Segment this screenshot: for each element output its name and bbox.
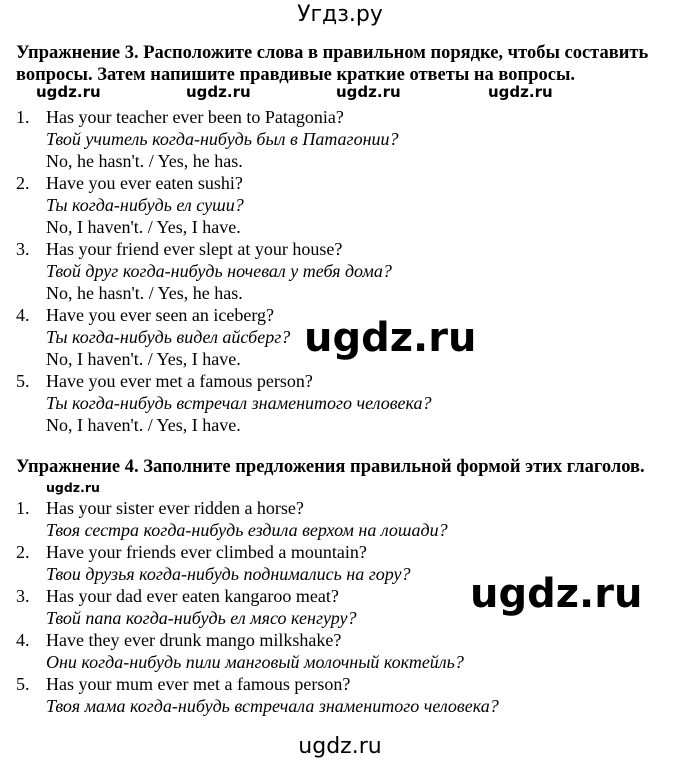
item-number: 5. [16,674,30,694]
watermark-tiny: ugdz.ru [46,480,100,495]
item-question: Have you ever met a famous person? [46,371,313,391]
item-number: 3. [16,239,30,259]
item-number: 1. [16,107,30,127]
item-answer: No, I haven't. / Yes, I have. [46,349,241,369]
watermark-small-4: ugdz.ru [488,83,553,101]
item-translation: Ты когда-нибудь видел айсберг? [46,327,291,347]
item-question: Have your friends ever climbed a mountain? [46,542,367,562]
item-question: Have you ever seen an iceberg? [46,305,275,325]
item-number: 2. [16,542,30,562]
exercise-3-heading-line-2: вопросы. Затем напишите правдивые краткие ответы на вопросы. [16,65,576,85]
list-item [16,106,676,172]
item-number: 1. [16,498,30,518]
list-item [16,673,676,717]
exercise-3-list [16,106,676,436]
item-number: 3. [16,586,30,606]
item-number: 4. [16,305,30,325]
item-number: 4. [16,630,30,650]
watermark-small-1: ugdz.ru [36,83,101,101]
watermark-footer: ugdz.ru [298,734,382,759]
list-item [16,172,676,238]
item-question: Has your friend ever slept at your house? [46,239,343,259]
watermark-large-2: ugdz.ru [470,571,643,617]
list-item [16,238,676,304]
watermark-large-1: ugdz.ru [304,315,477,361]
item-question: Has your dad ever eaten kangaroo meat? [46,586,339,606]
item-translation: Ты когда-нибудь ел суши? [46,195,244,215]
item-translation: Твои друзья когда-нибудь поднимались на гору? [46,564,411,584]
exercise-4-heading: Упражнение 4. Заполните предложения правильной формой этих глаголов. [16,457,645,477]
item-answer: No, I haven't. / Yes, I have. [46,415,241,435]
item-translation: Твой папа когда-нибудь ел мясо кенгуру? [46,608,357,628]
item-question: Have you ever eaten sushi? [46,173,243,193]
item-translation: Твоя мама когда-нибудь встречала знаменитого человека? [46,696,499,716]
item-number: 5. [16,371,30,391]
item-number: 2. [16,173,30,193]
item-question: Has your sister ever ridden a horse? [46,498,304,518]
site-title: Угдз.ру [297,2,383,27]
list-item [16,629,676,673]
watermark-small-2: ugdz.ru [186,83,251,101]
item-answer: No, I haven't. / Yes, I have. [46,217,241,237]
watermark-small-3: ugdz.ru [336,83,401,101]
exercise-3-heading-line-1: Упражнение 3. Расположите слова в правильном порядке, чтобы составить [16,43,649,63]
item-answer: No, he hasn't. / Yes, he has. [46,151,243,171]
item-translation: Твой учитель когда-нибудь был в Патагонии? [46,129,399,149]
list-item [16,370,676,436]
item-translation: Ты когда-нибудь встречал знаменитого человека? [46,393,432,413]
item-translation: Твоя сестра когда-нибудь ездила верхом на лошади? [46,520,448,540]
item-question: Have they ever drunk mango milkshake? [46,630,342,650]
item-translation: Твой друг когда-нибудь ночевал у тебя дома? [46,261,392,281]
item-answer: No, he hasn't. / Yes, he has. [46,283,243,303]
list-item [16,497,676,541]
item-translation: Они когда-нибудь пили манговый молочный коктейль? [46,652,464,672]
item-question: Has your teacher ever been to Patagonia? [46,107,344,127]
item-question: Has your mum ever met a famous person? [46,674,351,694]
